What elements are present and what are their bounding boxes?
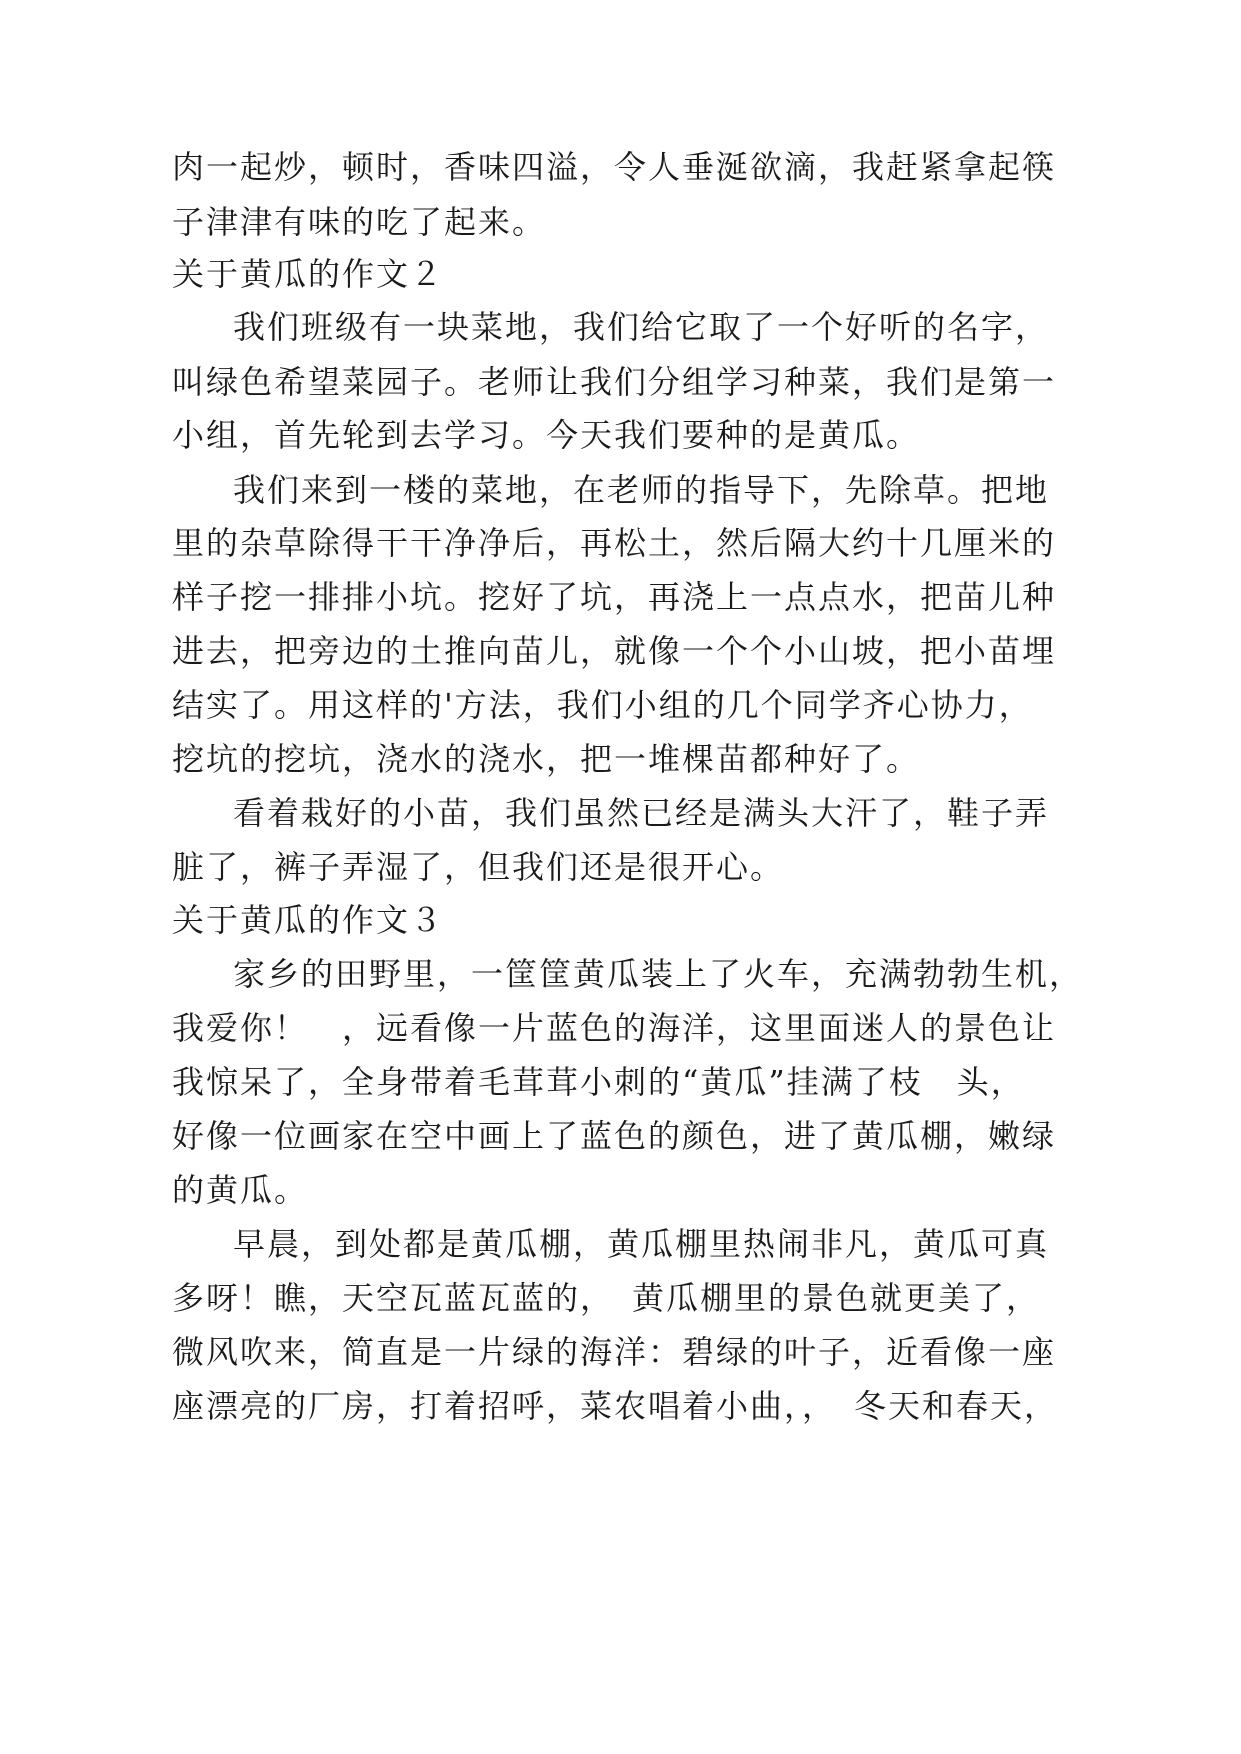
text-line: 小组，首先轮到去学习。今天我们要种的是黄瓜。 [172, 416, 921, 454]
text-line: 早晨，到处都是黄瓜棚，黄瓜棚里热闹非凡，黄瓜可真 [233, 1225, 1050, 1263]
text-line: 肉一起炒，顿时，香味四溢，令人垂涎欲滴，我赶紧拿起筷 [172, 148, 1057, 186]
text-line: 样子挖一排排小坑。挖好了坑，再浇上一点点水，把苗儿种 [172, 578, 1057, 616]
text-line: 看着栽好的小苗，我们虽然已经是满头大汗了，鞋子弄 [233, 794, 1050, 832]
text-line: 挖坑的挖坑，浇水的浇水，把一堆棵苗都种好了。 [172, 740, 921, 778]
text-line: 脏了，裤子弄湿了，但我们还是很开心。 [172, 848, 785, 886]
text-line: 进去，把旁边的土推向苗儿，就像一个个小山坡，把小苗埋 [172, 632, 1057, 670]
text-line: 我们班级有一块菜地，我们给它取了一个好听的名字， [233, 308, 1050, 346]
text-line: 里的杂草除得干干净净后，再松土，然后隔大约十几厘米的 [172, 524, 1057, 562]
text-line: 家乡的田野里，一筐筐黄瓜装上了火车，充满勃勃生机， [233, 955, 1084, 993]
section-heading: 关于黄瓜的作文２ [172, 255, 445, 293]
text-line: 结实了。用这样的'方法，我们小组的几个同学齐心协力， [172, 686, 1033, 724]
text-line: 微风吹来，简直是一片绿的海洋：碧绿的叶子，近看像一座 [172, 1333, 1057, 1371]
section-heading: 关于黄瓜的作文３ [172, 901, 445, 939]
text-line: 的黄瓜。 [172, 1171, 309, 1209]
text-line: 座漂亮的厂房，打着招呼，菜农唱着小曲，， 冬天和春天， [172, 1387, 1059, 1425]
text-line: 叫绿色希望菜园子。老师让我们分组学习种菜，我们是第一 [172, 363, 1057, 401]
text-line: 我们来到一楼的菜地，在老师的指导下，先除草。把地 [233, 471, 1050, 509]
text-line: 多呀！瞧，天空瓦蓝瓦蓝的， 黄瓜棚里的景色就更美了， [172, 1279, 1041, 1317]
text-line: 子津津有味的吃了起来。 [172, 203, 547, 241]
text-line: 我爱你！ ，远看像一片蓝色的海洋，这里面迷人的景色让 [172, 1009, 1057, 1047]
text-line: 我惊呆了，全身带着毛茸茸小刺的“黄瓜”挂满了枝 头， [172, 1063, 1025, 1101]
text-line: 好像一位画家在空中画上了蓝色的颜色，进了黄瓜棚，嫩绿 [172, 1117, 1057, 1155]
